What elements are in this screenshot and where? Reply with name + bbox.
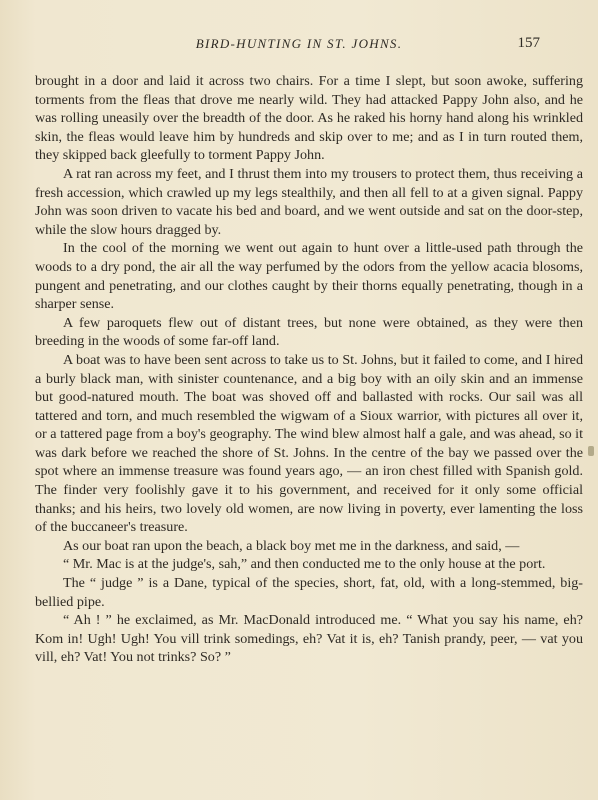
page-number: 157 — [517, 35, 540, 51]
paragraph: “ Mr. Mac is at the judge's, sah,” and then conducted me to the only house at the port. — [63, 556, 546, 573]
page-header — [30, 36, 568, 56]
paragraph: A rat ran across my feet, and I thrust them into my trousers to protect them, thus receiving a fresh accession, which crawled up my legs stealthily, and then all fell to at a given signal. Pappy John was soon driven to vacate his bed and board, and we went outside and sat on the door-step, while the slow hours dragged by. — [35, 165, 583, 238]
paragraph: In the cool of the morning we went out again to hunt over a little-used path through the woods to a dry pond, the air all the way perfumed by the odors from the yellow acacia blosoms, pungent and penetrating, and our clothes caught by their thorns equally penetrating, though in a sharper sense. — [35, 240, 583, 313]
paragraph: The “ judge ” is a Dane, typical of the species, short, fat, old, with a long-stemmed, big-bellied pipe. — [35, 575, 583, 610]
paragraph: As our boat ran upon the beach, a black boy met me in the darkness, and said, — — [63, 537, 520, 554]
paragraph: A few paroquets flew out of distant trees, but none were obtained, as they were then breeding in the woods of some far-off land. — [35, 314, 583, 350]
running-head: BIRD-HUNTING IN ST. JOHNS. — [195, 36, 403, 51]
page-edge-mark — [588, 446, 594, 456]
paragraph: brought in a door and laid it across two chairs. For a time I slept, but soon awoke, suffering torments from the fleas that drove me nearly wild. They had attacked Pappy John also, and he was rolling uneasily over the breadth of the door. As he raked his horny hand along his wrinkled skin, the fleas would leave him by hundreds and skip over to me; and as I in turn routed them, they skipped back gleefully to torment Pappy John. — [35, 73, 583, 164]
paragraph: “ Ah ! ” he exclaimed, as Mr. MacDonald introduced me. “ What you say his name, eh? Kom in! Ugh! Ugh! You vill trink somedings, eh? Vat it is, eh? Tanish prandy, peer, — vat you vill, eh? Vat! You not trinks? So? ” — [35, 612, 583, 666]
body-text — [35, 72, 583, 667]
paragraph: A boat was to have been sent across to take us to St. Johns, but it failed to come, and I hired a burly black man, with sinister countenance, and a big boy with an oily skin and an immense but good-natured mouth. The boat was shoved off and ballasted with rocks. Our sail was all tattered and torn, and much resembled the wigwam of a Sioux warrior, with pictures all over it, or a tattered page from a boy's geography. The wind blew almost half a gale, and was ahead, so it was dark before we reached the shore of St. Johns. In the centre of the bay we passed over the spot where an immense treasure was found years ago, — an iron chest filled with Spanish gold. The finder very foolishly gave it to his government, and received for it only some official thanks; and his heirs, two lovely old women, are now living in poverty, ever lamenting the loss of the buccaneer's treasure. — [35, 351, 583, 536]
